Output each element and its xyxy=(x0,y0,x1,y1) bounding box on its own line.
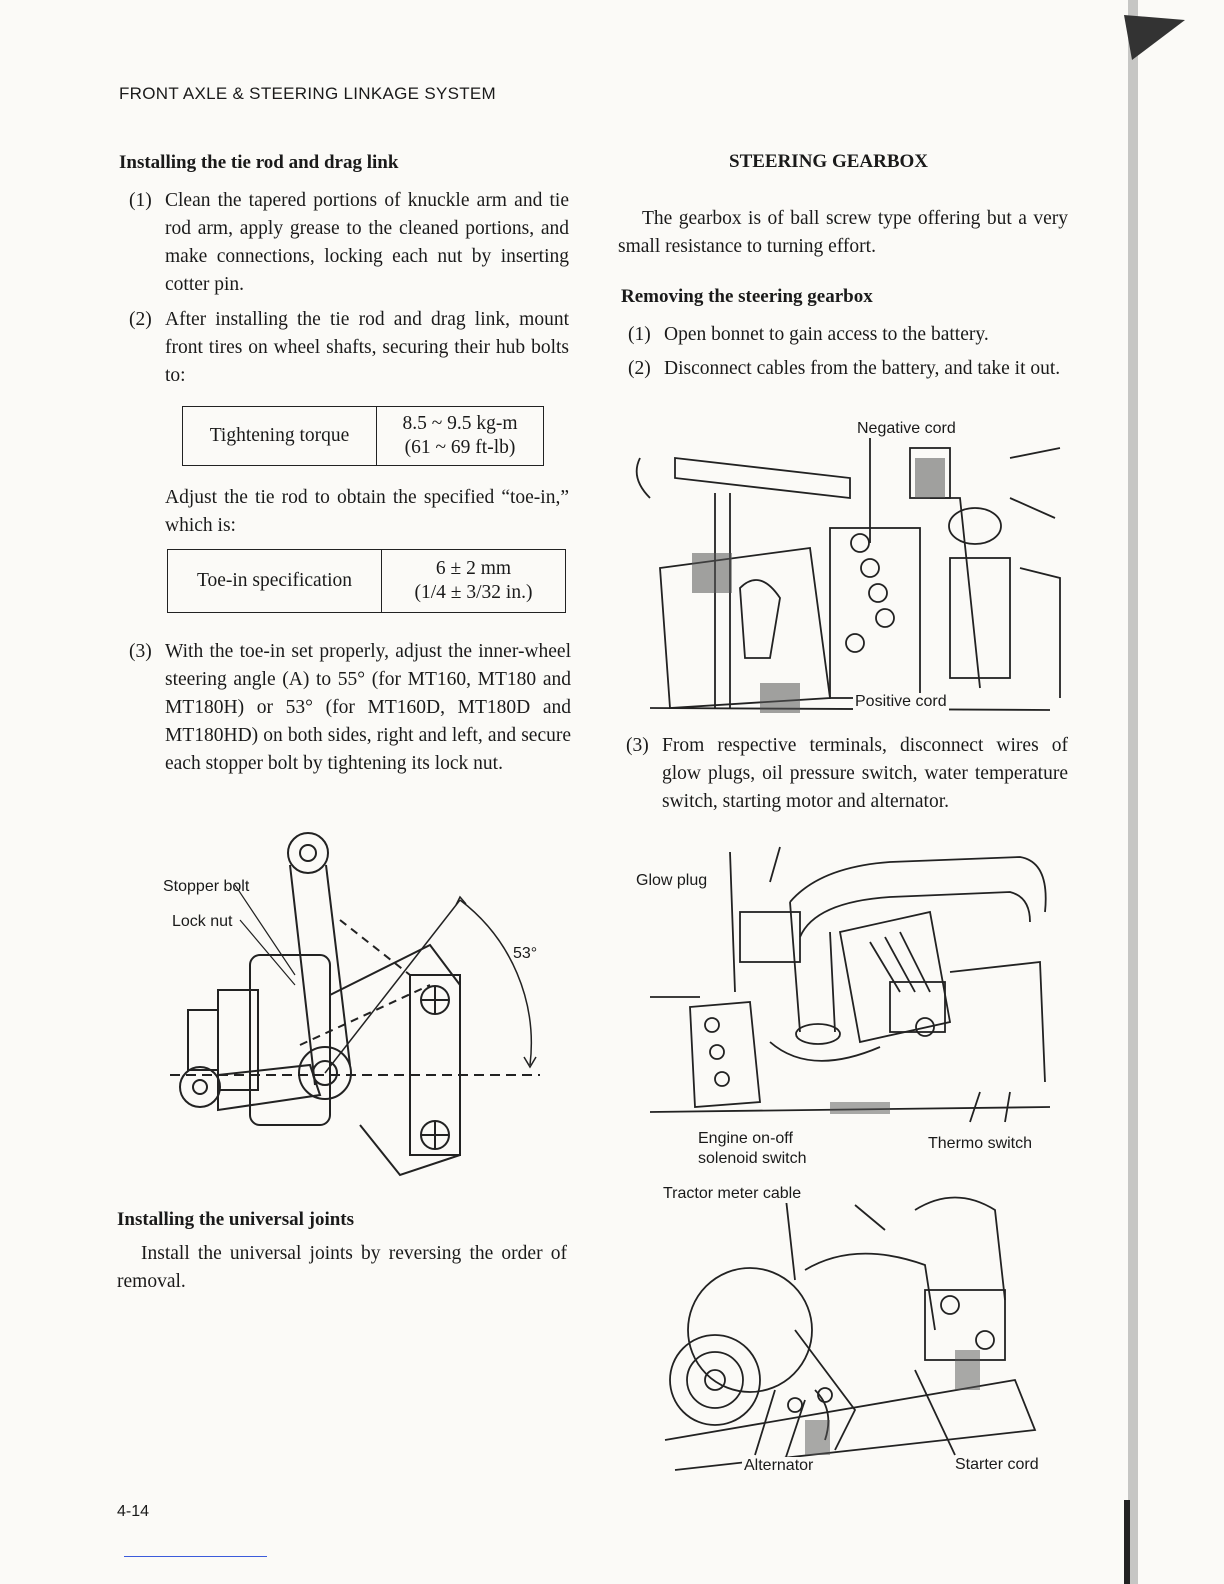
engine-top-figure xyxy=(650,842,1050,1132)
torque-value-imperial: (61 ~ 69 ft-lb) xyxy=(404,437,516,458)
step-1-number: (1) xyxy=(129,190,152,211)
tie-rod-heading: Installing the tie rod and drag link xyxy=(119,152,399,173)
footer-line xyxy=(124,1556,267,1557)
page-number: 4-14 xyxy=(117,1503,150,1520)
label-tractor-meter-cable: Tractor meter cable xyxy=(663,1185,802,1202)
toein-value-metric: 6 ± 2 mm xyxy=(435,558,512,579)
label-negative-cord: Negative cord xyxy=(857,420,956,437)
toein-label: Toe-in specification xyxy=(168,550,382,612)
label-solenoid-switch: solenoid switch xyxy=(698,1150,807,1167)
removing-heading: Removing the steering gearbox xyxy=(621,286,873,307)
torque-label: Tightening torque xyxy=(183,407,377,465)
step-2-text: After installing the tie rod and drag link, mount front tires on wheel shafts, securing their hub bolts to: xyxy=(165,309,569,386)
torque-value-metric: 8.5 ~ 9.5 kg-m xyxy=(402,413,518,434)
gearbox-intro: The gearbox is of ball screw type offering but a very small resistance to turning effort. xyxy=(618,208,1068,257)
torque-value xyxy=(377,407,543,465)
label-starter-cord: Starter cord xyxy=(955,1456,1039,1473)
removal-step-1-text: Open bonnet to gain access to the battery. xyxy=(664,324,989,345)
removal-step-1-number: (1) xyxy=(628,324,651,345)
label-thermo-switch: Thermo switch xyxy=(928,1135,1033,1152)
label-angle: 53° xyxy=(513,945,538,962)
removal-step-3-text: From respective terminals, disconnect wires of glow plugs, oil pressure switch, water temperature switch, starting motor and alternator. xyxy=(662,735,1068,812)
step-3-number: (3) xyxy=(129,641,152,662)
label-engine-onoff: Engine on-off xyxy=(698,1130,793,1147)
label-alternator: Alternator xyxy=(744,1457,814,1474)
toein-value-imperial: (1/4 ± 3/32 in.) xyxy=(414,582,533,603)
section-title: STEERING GEARBOX xyxy=(729,151,929,172)
removal-step-2-text: Disconnect cables from the battery, and take it out. xyxy=(664,358,1061,379)
label-glow-plug: Glow plug xyxy=(636,872,708,889)
universal-joints-text: Install the universal joints by reversing the order of removal. xyxy=(117,1243,567,1292)
page-header: FRONT AXLE & STEERING LINKAGE SYSTEM xyxy=(119,84,497,103)
toein-value xyxy=(382,550,565,612)
step-2-number: (2) xyxy=(129,309,152,330)
label-positive-cord: Positive cord xyxy=(855,693,947,710)
label-lock-nut: Lock nut xyxy=(172,913,233,930)
removal-step-2-number: (2) xyxy=(628,358,651,379)
page-binding-edge xyxy=(1110,0,1224,1584)
alternator-figure xyxy=(655,1180,1050,1475)
toein-spec-box xyxy=(167,549,566,613)
step-3-text: With the toe-in set properly, adjust the inner-wheel steering angle (A) to 55° (for MT160, MT180 and MT180H) or 53° (for MT160D, MT180D and MT180HD) on both sides, right and left, and secure each stopper bolt by tightening its lock nut. xyxy=(165,641,571,774)
battery-figure xyxy=(630,438,1060,723)
removal-step-3-number: (3) xyxy=(626,735,649,756)
step-1-text: Clean the tapered portions of knuckle arm and tie rod arm, apply grease to the cleaned portions, and make connections, locking each nut by inserting cotter pin. xyxy=(165,190,569,295)
toein-intro: Adjust the tie rod to obtain the specified “toe-in,” which is: xyxy=(165,487,569,536)
label-stopper-bolt: Stopper bolt xyxy=(163,878,250,895)
torque-spec-box xyxy=(182,406,544,466)
universal-joints-heading: Installing the universal joints xyxy=(117,1209,355,1230)
